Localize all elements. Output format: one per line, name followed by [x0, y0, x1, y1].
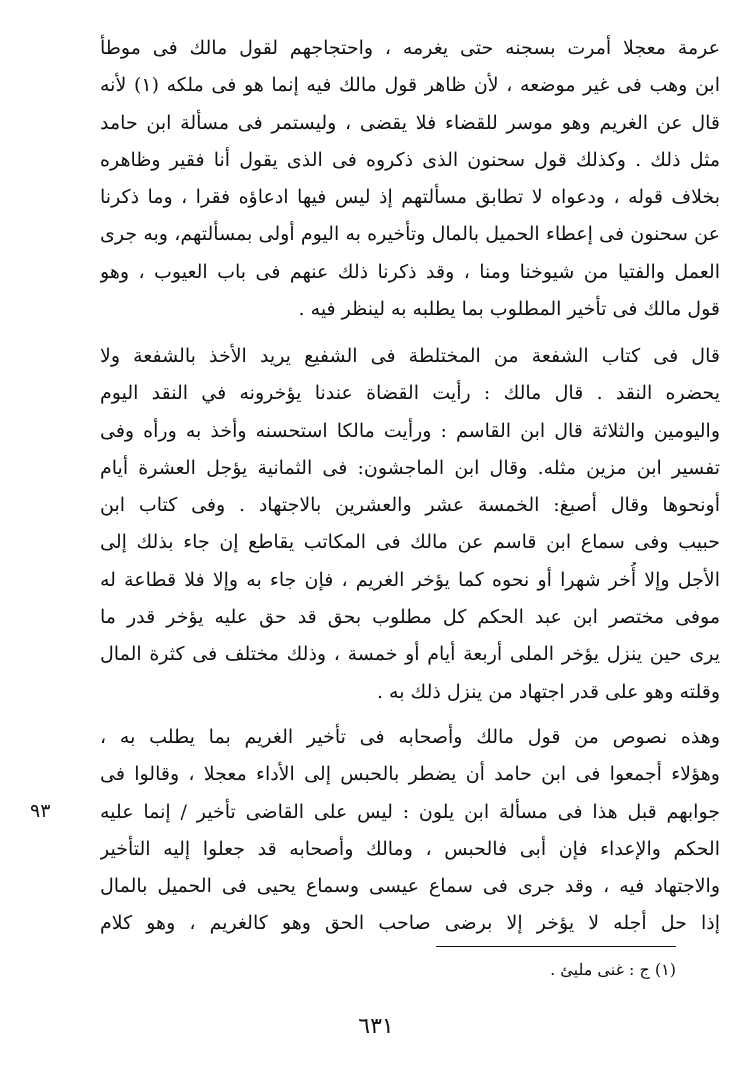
- text-line: حبيب وفى سماع ابن قاسم عن مالك فى المكاتب يقاطع إن جاء بذلك إلى: [100, 531, 720, 554]
- margin-folio-number: ٩٣: [30, 800, 51, 822]
- text-line: ابن وهب فى غير موضعه ، لأن ظاهر قول مالك فيه إنما هو فى ملكه (١) لأنه: [100, 74, 720, 97]
- text-line: الأجل وإلا أُخر شهرا أو نحوه كما يؤخر الغريم ، فإن جاء به وإلا فلا قطاعة له: [100, 568, 720, 591]
- text-line: عن سحنون فى إعطاء الحميل بالمال وتأخيره به اليوم أولى بمسألتهم، وبه جرى: [100, 223, 720, 246]
- footnote-divider: [436, 946, 676, 947]
- text-line: وهذه نصوص من قول مالك وأصحابه فى تأخير الغريم بما يطلب به ،: [100, 726, 720, 748]
- text-line: إذا حل أجله لا يؤخر إلا برضى صاحب الحق وهو كالغريم ، وهو كلام: [100, 912, 720, 935]
- text-line: قول مالك فى تأخير المطلوب بما يطلبه به لينظر فيه .: [298, 298, 720, 321]
- footnote: (١) ج : غنى مليئ .: [550, 960, 676, 979]
- paragraph-1: [100, 30, 720, 328]
- text-line: جوابهم قبل هذا فى مسألة ابن يلون : ليس على القاضى تأخير / إنما عليه: [100, 800, 720, 823]
- text-line: عرمة معجلا أمرت بسجنه حتى يغرمه ، واحتجاجهم لقول مالك فى موطأ: [100, 37, 720, 59]
- text-line: قال عن الغريم وهو موسر للقضاء فلا يقضى ، وليستمر فى مسألة ابن حامد: [100, 111, 720, 134]
- text-line: واليومين والثلاثة قال ابن القاسم : ورأيت مالكا استحسنه وأخذ به ورأه وفى: [100, 419, 720, 442]
- paragraph-2: [100, 338, 720, 711]
- text-line: والاجتهاد فيه ، وقد جرى فى سماع عيسى وسماع يحيى فى الحميل بالمال: [100, 875, 720, 898]
- text-line: مثل ذلك . وكذلك قول سحنون الذى ذكروه فى الذى يقول أنا فقير وظاهره: [100, 148, 720, 171]
- text-line: وقلته وهو على قدر اجتهاد من ينزل ذلك به .: [376, 680, 720, 703]
- text-line: أونحوها وقال أصبغ: الخمسة عشر والعشرين بالاجتهاد . وفى كتاب ابن: [100, 494, 720, 517]
- text-line: موفى مختصر ابن عبد الحكم كل مطلوب بحق قد حق عليه يؤخر قدر ما: [100, 606, 720, 629]
- text-line: يحضره النقد . قال مالك : رأيت القضاة عندنا يؤخرونه في النقد اليوم: [100, 382, 720, 405]
- text-line: بخلاف قوله ، ودعواه لا تطابق مسألتهم إذ ليس فيها ادعاؤه فقرا ، وما ذكرنا: [100, 186, 720, 209]
- text-line: تفسير ابن مزين مثله. وقال ابن الماجشون: فى الثمانية يؤجل العشرة أيام: [100, 456, 720, 479]
- paragraph-3: [100, 719, 720, 943]
- text-line: قال فى كتاب الشفعة من المختلطة فى الشفيع يريد الأخذ بالشفعة ولا: [100, 345, 720, 367]
- text-line: الحكم والإعداء فإن أبى فالحبس ، ومالك وأصحابه قد جعلوا إليه التأخير: [100, 837, 720, 860]
- page-number: ٦٣١: [358, 1014, 394, 1039]
- text-line: يرى حين ينزل يؤخر الملى أربعة أيام أو خمسة ، وذلك مختلف فى كثرة المال: [100, 643, 720, 666]
- text-line: العمل والفتيا من شيوخنا ومنا ، وقد ذكرنا ذلك عنهم فى باب العيوب ، وهو: [100, 260, 720, 283]
- text-line: وهؤلاء أجمعوا فى ابن حامد أن يضطر بالحبس إلى الأداء معجلا ، وقالوا فى: [100, 763, 720, 786]
